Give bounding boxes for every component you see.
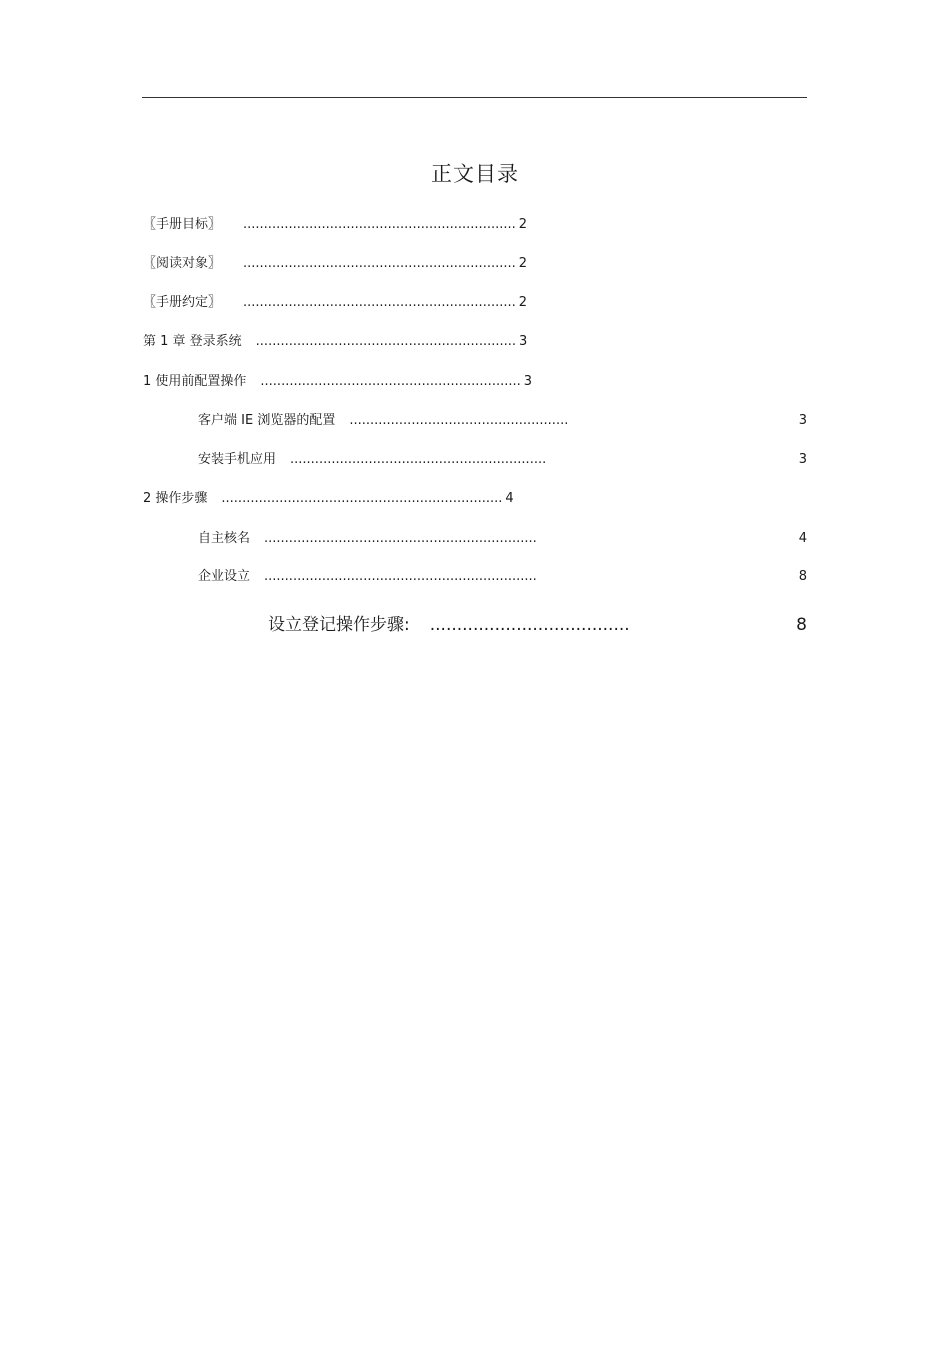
toc-page-number: 3 (798, 413, 807, 428)
toc-entry-name-check[interactable] (198, 530, 537, 548)
toc-page-number: 2 (518, 256, 528, 271)
toc-leader-dots: .................................................................... (221, 491, 503, 506)
toc-page-number: 4 (798, 531, 807, 546)
toc-entry-readers[interactable] (143, 255, 527, 273)
toc-entry-label: 〖阅读对象〗 (143, 256, 222, 271)
toc-entry-pre-config[interactable] (143, 373, 532, 391)
toc-leader-dots: .................................................................. (243, 217, 516, 232)
toc-entry-manual-goal[interactable] (143, 216, 527, 234)
toc-page-number: 8 (798, 569, 807, 584)
toc-page-number: 3 (519, 334, 528, 349)
toc-leader-dots: ..................................................... (349, 413, 569, 428)
top-rule (142, 97, 807, 98)
toc-entry-label: 客户端 IE 浏览器的配置 (198, 413, 336, 428)
toc-page-number: 2 (518, 217, 528, 232)
toc-entry-label: 设立登记操作步骤: (268, 615, 410, 635)
toc-entry-operation-steps[interactable] (143, 490, 514, 508)
toc-leader-dots: ..................................... (429, 615, 630, 635)
toc-leader-dots: .............................................................. (290, 452, 547, 467)
toc-entry-ie-config[interactable] (198, 412, 568, 430)
toc-leader-dots: .................................................................. (264, 569, 537, 584)
toc-leader-dots: ............................................................... (260, 374, 521, 389)
toc-leader-dots: ............................................................... (255, 334, 517, 349)
toc-leader-dots: .................................................................. (243, 295, 516, 310)
toc-entry-label: 企业设立 (198, 569, 251, 584)
toc-entry-conventions[interactable] (143, 294, 527, 312)
toc-entry-label: 2 操作步骤 (143, 491, 208, 506)
toc-entry-install-mobile-app[interactable] (198, 451, 546, 469)
toc-leader-dots: .................................................................. (264, 531, 537, 546)
toc-page-number: 8 (796, 615, 807, 635)
toc-leader-dots: .................................................................. (243, 256, 516, 271)
toc-entry-label: 第 1 章 登录系统 (143, 334, 242, 349)
toc-entry-company-setup[interactable] (198, 568, 537, 586)
toc-entry-label: 〖手册约定〗 (143, 295, 222, 310)
toc-entry-label: 自主核名 (198, 531, 251, 546)
toc-page-number: 3 (523, 374, 533, 389)
toc-entry-registration-steps[interactable] (268, 614, 630, 636)
toc-entry-label: 安装手机应用 (198, 452, 277, 467)
toc-entry-label: 〖手册目标〗 (143, 217, 222, 232)
page-title: 正文目录 (431, 162, 519, 186)
toc-entry-chapter-1-login[interactable] (143, 333, 527, 351)
toc-page-number: 3 (798, 452, 807, 467)
toc-page-number: 2 (518, 295, 528, 310)
toc-entry-label: 1 使用前配置操作 (143, 374, 247, 389)
toc-page-number: 4 (505, 491, 514, 506)
